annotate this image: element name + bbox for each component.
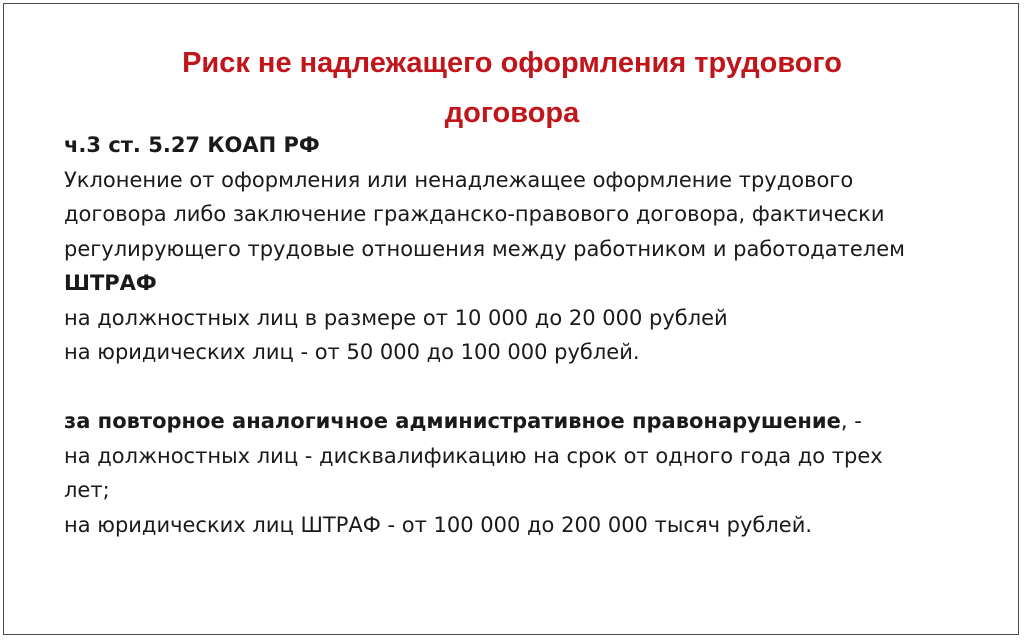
description-line: регулирующего трудовые отношения между работником и работодателем (64, 236, 905, 261)
law-article: ч.3 ст. 5.27 КОАП РФ (64, 133, 320, 157)
slide-title (4, 38, 1020, 138)
repeat-heading: за повторное аналогичное административное правонарушение (64, 409, 841, 433)
repeat-line: на должностных лиц - дисквалификацию на срок от одного года до трех (64, 443, 883, 468)
fine-legal-entities: на юридических лиц - от 50 000 до 100 000 рублей. (64, 340, 640, 364)
slide (3, 3, 1019, 635)
repeat-line: на юридических лиц ШТРАФ - от 100 000 до 200 000 тысяч рублей. (64, 512, 813, 537)
fine-officials: на должностных лиц в размере от 10 000 до 20 000 рублей (64, 305, 728, 330)
slide-body (64, 128, 994, 542)
repeat-heading-suffix: , - (840, 409, 862, 433)
title-line-1: Риск не надлежащего оформления трудового (182, 47, 842, 79)
description-line: договора либо заключение гражданско-правового договора, фактически (64, 202, 885, 226)
title-line-2: договора (444, 97, 580, 129)
spacer (64, 370, 994, 405)
fine-heading: ШТРАФ (64, 271, 157, 295)
repeat-heading-line (64, 404, 994, 439)
description-line: Уклонение от оформления или ненадлежащее оформление трудового (64, 167, 854, 192)
repeat-line: лет; (64, 478, 110, 502)
